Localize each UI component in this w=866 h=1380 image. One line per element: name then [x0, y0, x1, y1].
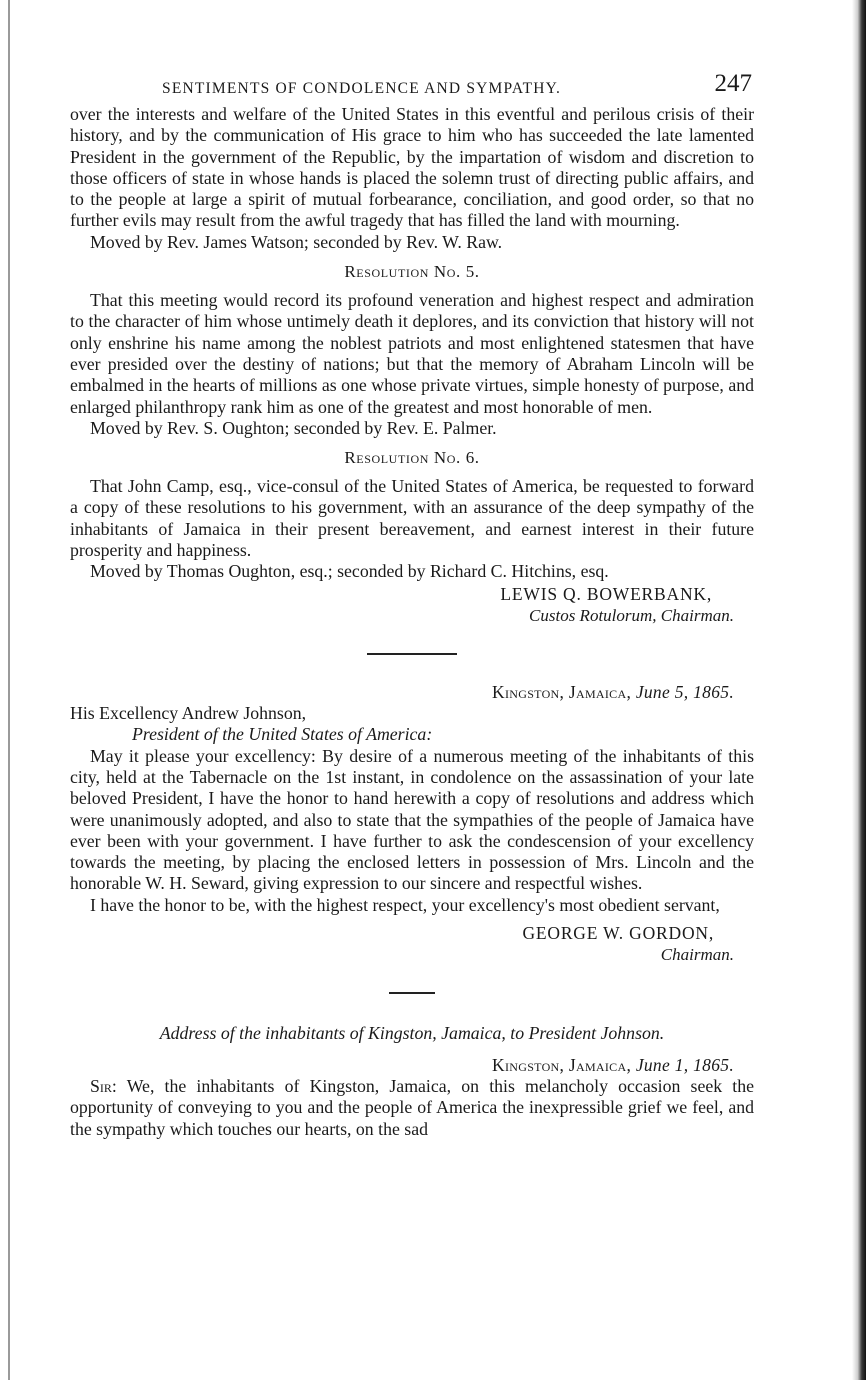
address-dateline [70, 1054, 754, 1076]
address-text: We, the inhabitants of Kingston, Jamaica, on this melancholy occasion seek the opportunity of conveying to you and the people of America the inexpressible grief we feel, and the sympathy which touches our hearts, on the sad [70, 1076, 754, 1139]
resolution-6-heading: Resolution No. 6. [344, 448, 480, 468]
resolution-5-heading: Resolution No. 5. [344, 262, 480, 282]
letter-paragraph-1: May it please your excellency: By desire of a numerous meeting of the inhabitants of this city, held at the Tabernacle on the 1st instant, in condolence on the assassination of your late beloved President, I have the honor to hand herewith a copy of resolutions and address which were unanimously adopted, and also to state that the sympathies of the people of Jamaica have ever been with your government. I have further to ask the condescension of your excellency towards the meeting, by placing the enclosed letters in possession of Mrs. Lincoln and the honorable W. H. Seward, giving expression to our sincere and respectful wishes. [70, 745, 754, 894]
page-binding-shadow [852, 0, 866, 1380]
resolution-signatory-title: Custos Rotulorum, Chairman. [529, 605, 734, 625]
address-dateline-date: June 1, 1865. [635, 1055, 734, 1076]
letter-paragraph-2: I have the honor to be, with the highest respect, your excellency's most obedient servant, [90, 894, 720, 915]
letter-signatory-title: Chairman. [660, 945, 734, 965]
resolution-4-continued-text: over the interests and welfare of the United States in this eventful and perilous crisis of their history, and by the communication of His grace to him who has succeeded the late lamented President in the government of the Republic, by the impartation of wisdom and discretion to those officers of state in whose hands is placed the solemn trust of directing public affairs, and to the people at large a spirit of mutual forbearance, conciliation, and good order, so that no further evils may result from the awful tragedy that has filled the land with mourning. [70, 104, 754, 231]
letter-signatory-name: GEORGE W. GORDON, [522, 923, 714, 944]
letter-dateline-date: June 5, 1865. [635, 681, 734, 702]
letter-addressee: His Excellency Andrew Johnson, [70, 702, 307, 723]
letter-dateline-place: Kingston, Jamaica, [492, 681, 632, 702]
running-title: SENTIMENTS OF CONDOLENCE AND SYMPATHY. [162, 80, 562, 97]
address-title: Address of the inhabitants of Kingston, Jamaica, to President Johnson. [159, 1023, 665, 1044]
resolution-5-text: That this meeting would record its profound veneration and highest respect and admiration to the character of him whose untimely death it deplores, and its conviction that history will not only enshrine his name among the noblest patriots and most enlightened statesmen that have ever presided over the destiny of nations; but that the memory of Abraham Lincoln will be embalmed in the hearts of millions as one whose private virtues, simple honesty of purpose, and enlarged philanthropy rank him as one of the greatest and most honorable of men. [70, 290, 754, 417]
address-body [70, 1076, 754, 1140]
resolution-6-text: That John Camp, esq., vice-consul of the United States of America, be requested to forward a copy of these resolutions to his government, with an assurance of the deep sympathy of the inhabitants of Jamaica in their present bereavement, and earnest interest in their future prosperity and happiness. [70, 476, 754, 561]
page-number: 247 [714, 70, 752, 97]
resolution-4-moved-line: Moved by Rev. James Watson; seconded by Rev. W. Raw. [90, 231, 503, 252]
resolution-6-moved-line: Moved by Thomas Oughton, esq.; seconded by Richard C. Hitchins, esq. [90, 561, 609, 582]
page-content [70, 70, 754, 1140]
address-dateline-place: Kingston, Jamaica, [492, 1055, 632, 1076]
letter-addressee-title: President of the United States of America: [132, 724, 433, 745]
resolution-5-moved-line: Moved by Rev. S. Oughton; seconded by Rev. E. Palmer. [90, 417, 497, 438]
resolution-signatory-name: LEWIS Q. BOWERBANK, [500, 583, 712, 604]
address-salutation: Sir: [90, 1076, 117, 1097]
running-head [70, 70, 754, 104]
letter-dateline [70, 681, 754, 703]
page-left-edge [8, 0, 10, 1380]
